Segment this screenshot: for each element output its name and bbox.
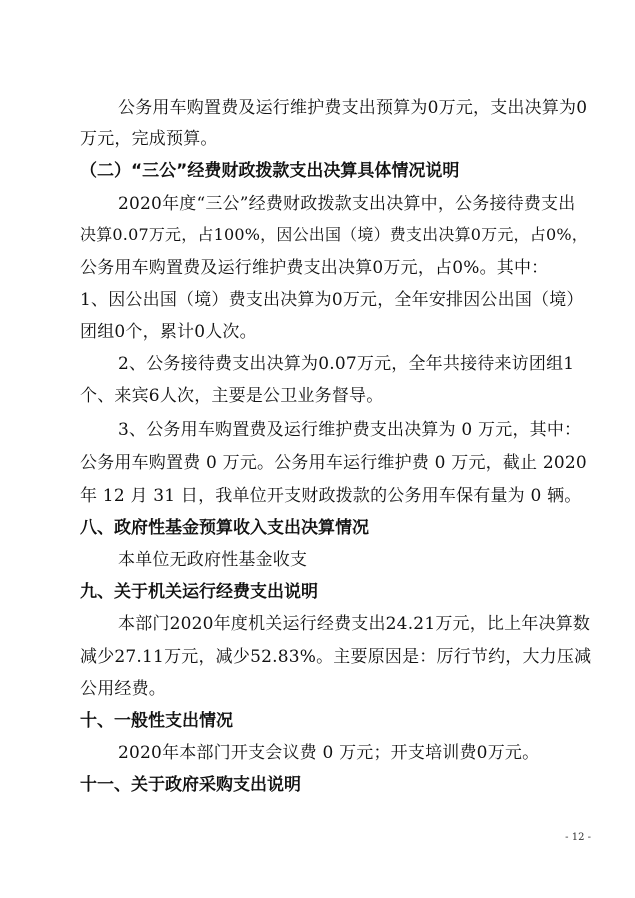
paragraph-line: 本单位无政府性基金收支	[118, 550, 308, 570]
paragraph-line: 公务用车购置费 0 万元。公务用车运行维护费 0 万元，截止 2020	[80, 453, 587, 473]
section-heading-three-public-details: （二）“三公”经费财政拨款支出决算具体情况说明	[80, 161, 460, 181]
section-heading-government-procurement: 十一、关于政府采购支出说明	[80, 775, 301, 795]
section-heading-operating-expenses: 九、关于机关运行经费支出说明	[80, 582, 318, 602]
paragraph-line: 个、来宾6人次，主要是公卫业务督导。	[80, 386, 384, 406]
section-heading-government-fund: 八、政府性基金预算收入支出决算情况	[80, 518, 369, 538]
paragraph-line: 团组0个，累计0人次。	[80, 322, 257, 342]
paragraph-line: 2、公务接待费支出决算为0.07万元，全年共接待来访团组1	[118, 354, 575, 374]
paragraph-line: 万元，完成预算。	[80, 129, 218, 149]
paragraph-line: 本部门2020年度机关运行经费支出24.21万元，比上年决算数	[118, 614, 591, 634]
paragraph-line: 2020年度“三公”经费财政拨款支出决算中，公务接待费支出	[118, 194, 576, 214]
page-number: - 12 -	[565, 832, 591, 843]
paragraph-line: 3、公务用车购置费及运行维护费支出决算为 0 万元，其中：	[118, 420, 582, 440]
paragraph-line: 公务用车购置费及运行维护费支出预算为0万元，支出决算为0	[118, 98, 588, 118]
paragraph-line: 减少27.11万元，减少52.83%。主要原因是：厉行节约，大力压减	[80, 647, 592, 667]
paragraph-line: 公用经费。	[80, 679, 166, 699]
paragraph-line: 1、因公出国（境）费支出决算为0万元，全年安排因公出国（境）	[80, 290, 584, 310]
section-heading-general-expenditure: 十、一般性支出情况	[80, 711, 233, 731]
paragraph-line: 2020年本部门开支会议费 0 万元；开支培训费0万元。	[118, 743, 540, 763]
paragraph-line: 年 12 月 31 日，我单位开支财政拨款的公务用车保有量为 0 辆。	[80, 486, 582, 506]
paragraph-line: 决算0.07万元，占100%，因公出国（境）费支出决算0万元，占0%，	[80, 225, 588, 244]
paragraph-line: 公务用车购置费及运行维护费支出决算0万元，占0%。其中：	[80, 258, 549, 278]
